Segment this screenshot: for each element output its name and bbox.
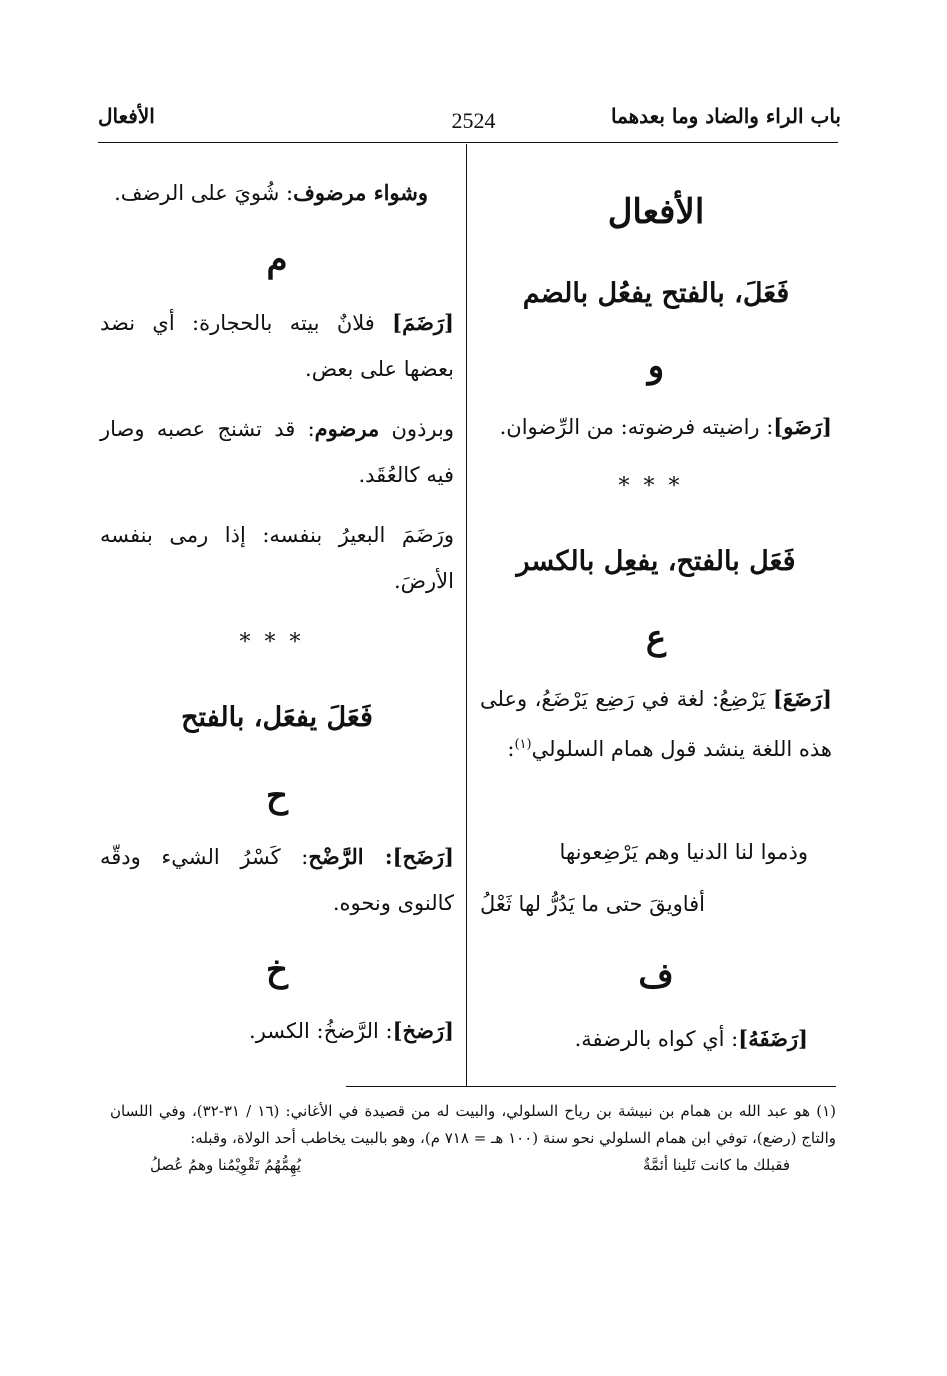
- entry-rdm: [100, 300, 454, 392]
- entry-headword: [رَضَمَ]: [392, 310, 454, 335]
- running-head-section: الأفعال: [98, 104, 155, 128]
- pattern-heading-1: فَعَلَ، بالفتح يفعُل بالضم: [522, 278, 790, 309]
- entry-definition: : أي كواه بالرضفة.: [574, 1027, 739, 1051]
- entry-rdw: [480, 404, 832, 450]
- entry-definition: : شُويَ على الرضف.: [114, 181, 294, 205]
- entry-rdm-2: [100, 406, 454, 498]
- entry-headword: [رَضَح]: [392, 844, 454, 869]
- letter-heading-waw: و: [647, 346, 665, 386]
- entry-rdkh: [100, 1008, 454, 1054]
- entry-definition: فلانٌ بيته بالحجارة: أي نضد بعضها على بعض.: [100, 311, 454, 381]
- footnote: [110, 1098, 836, 1179]
- section-separator-stars: ***: [239, 630, 315, 655]
- entry-headword: [رَضَفَهُ]: [738, 1026, 808, 1051]
- letter-heading-ain: ع: [645, 618, 667, 658]
- page-number: 2524: [451, 108, 496, 133]
- section-separator-stars: ***: [618, 474, 694, 499]
- running-head-chapter: باب الراء والضاد وما بعدهما: [610, 104, 841, 128]
- entry-continuation: [100, 170, 454, 216]
- footnote-verse-first-hemistich: فقبلك ما كانت تَلينا أئمَّةٌ: [642, 1156, 790, 1174]
- entry-lead: وبرذون: [379, 417, 454, 441]
- letter-heading-fa: ف: [638, 956, 674, 996]
- footnote-text: (١) هو عبد الله بن همام بن نبيشة بن رياح السلولي، والبيت له من قصيدة في الأغاني: (١٦ / ٣١-٣٢)، وفي اللسان والتاج (رضع)، توفي ابن همام السلولي نحو سنة (١٠٠ هـ = ٧١٨ م)، وهو بالبيت يخاطب أحد الولاة، وقبله:: [110, 1102, 836, 1147]
- entry-rdf: [480, 1016, 832, 1062]
- letter-heading-ha: ح: [266, 776, 288, 816]
- entry-colon: :: [507, 737, 515, 761]
- entry-rdm-3: ورَضَمَ البعيرُ بنفسه: إذا رمى بنفسه الأرضَ.: [100, 523, 454, 593]
- verse-line-1: وذموا لنا الدنيا وهم يَرْضِعونها: [559, 840, 808, 864]
- letter-heading-mim: م: [266, 240, 288, 280]
- footnote-verse: [110, 1152, 836, 1179]
- section-title: الأفعال: [607, 192, 705, 232]
- entry-definition: يَرْضِعُ: لغة في رَضِع يَرْضَعُ، وعلى هذه اللغة ينشد قول همام السلولي: [480, 687, 832, 761]
- footnote-rule: [346, 1086, 836, 1087]
- entry-headword: وشواء مرضوف: [293, 180, 428, 205]
- column-divider: [466, 144, 467, 1086]
- header-rule: [98, 142, 838, 143]
- letter-heading-kha: خ: [266, 950, 288, 990]
- entry-headword: [رَضَو]: [773, 414, 832, 439]
- entry-rdaa: [480, 676, 832, 772]
- footnote-verse-second-hemistich: يُهِمُّهُمُ تَقْوِيْمُنا وهمُ عُصلُ: [150, 1156, 301, 1174]
- verse-line-2: أفاويقَ حتى ما يَدُرُّ لها ثَعْلُ: [480, 892, 705, 916]
- entry-definition: : راضيته فرضوته: من الرِّضوان.: [499, 415, 774, 439]
- entry-headword: مرضوم: [314, 416, 380, 441]
- entry-subheadword: : الرَّضْح: [308, 844, 393, 869]
- footnote-reference: (١): [514, 737, 532, 752]
- entry-rdh: [100, 834, 454, 926]
- pattern-heading-2: فَعَل بالفتح، يفعِل بالكسر: [516, 546, 796, 577]
- pattern-heading-3: فَعَلَ يفعَل، بالفتح: [181, 702, 373, 733]
- entry-headword: [رَضَعَ]: [772, 686, 832, 711]
- entry-headword: [رَضخ]: [392, 1018, 454, 1043]
- entry-definition: : كَسْرُ الشيء ودقّه كالنوى ونحوه.: [100, 845, 454, 915]
- entry-definition: : الرَّضخُ: الكسر.: [249, 1019, 393, 1043]
- entry-definition: : قد تشنج عصبه وصار فيه كالعُقَد.: [100, 417, 454, 487]
